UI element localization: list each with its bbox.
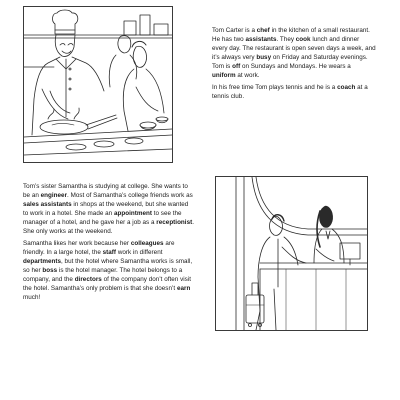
text-run: at a tennis club. bbox=[212, 84, 368, 101]
paragraph-samantha-college bbox=[23, 183, 194, 236]
vocab-word: colleagues bbox=[130, 240, 164, 248]
samantha-text-block bbox=[23, 183, 194, 307]
vocab-word: uniform bbox=[212, 71, 236, 79]
paragraph-samantha-work bbox=[23, 240, 194, 302]
chef-text-block bbox=[212, 27, 376, 106]
vocab-word: assistants bbox=[245, 35, 277, 43]
text-run: in shops at the weekend, but she wanted to work in a hotel. She made an bbox=[23, 200, 189, 217]
paragraph-tom-work bbox=[212, 27, 376, 80]
text-run: Samantha likes her work because her bbox=[23, 240, 131, 248]
vocab-word: coach bbox=[337, 84, 356, 92]
text-run: on Friday and Saturday evenings. Tom is bbox=[212, 53, 368, 70]
text-run: . She only works at the weekend. bbox=[23, 218, 194, 235]
text-run: . They bbox=[276, 35, 296, 43]
vocab-word: engineer bbox=[40, 191, 68, 199]
text-run: work in different bbox=[116, 249, 163, 257]
text-run: Tom’s sister Samantha is studying at college. She wants to be an bbox=[23, 183, 188, 199]
vocab-word: busy bbox=[256, 53, 272, 61]
paragraph-tom-free-time bbox=[212, 84, 376, 102]
chef-kitchen-illustration bbox=[23, 6, 173, 163]
text-run: at work. bbox=[235, 71, 260, 79]
vocab-word: sales assistants bbox=[23, 200, 72, 208]
text-run: are friendly. In a large hotel, the bbox=[23, 240, 175, 257]
text-run: to see the manager of a hotel, and he gave her a job as a bbox=[23, 209, 182, 226]
vocab-word: directors bbox=[74, 276, 102, 284]
text-run: , but the hotel where Samantha works is small, so her bbox=[23, 258, 193, 275]
text-run: lunch and dinner every day. The restaurant is open seven days a week, and it’s always very bbox=[212, 35, 376, 61]
vocab-word: departments bbox=[23, 258, 62, 266]
text-run: is the hotel manager. The hotel belongs to a company, and the bbox=[23, 267, 183, 284]
text-run: of the company don’t often visit the hotel. Samantha’s only problem is that she doesn’t bbox=[23, 276, 192, 292]
text-run: In his free time Tom plays tennis and he is a bbox=[212, 84, 338, 92]
vocab-word: off bbox=[232, 62, 241, 70]
hotel-reception-illustration bbox=[215, 176, 368, 331]
text-run: in the kitchen of a small restaurant. He has two bbox=[212, 27, 370, 43]
text-run: . Most of Samantha’s college friends work as bbox=[67, 191, 193, 199]
text-run: Tom Carter is a bbox=[212, 27, 257, 34]
vocab-word: cook bbox=[295, 35, 311, 43]
vocab-word: staff bbox=[102, 249, 117, 257]
vocab-word: earn bbox=[176, 284, 191, 292]
text-run: much! bbox=[23, 293, 41, 301]
text-run: on Sundays and Mondays. He wears a bbox=[240, 62, 351, 70]
vocab-word: boss bbox=[42, 267, 58, 275]
vocab-word: chef bbox=[256, 27, 270, 34]
vocab-word: appointment bbox=[113, 209, 152, 217]
vocab-word: receptionist bbox=[156, 218, 193, 226]
